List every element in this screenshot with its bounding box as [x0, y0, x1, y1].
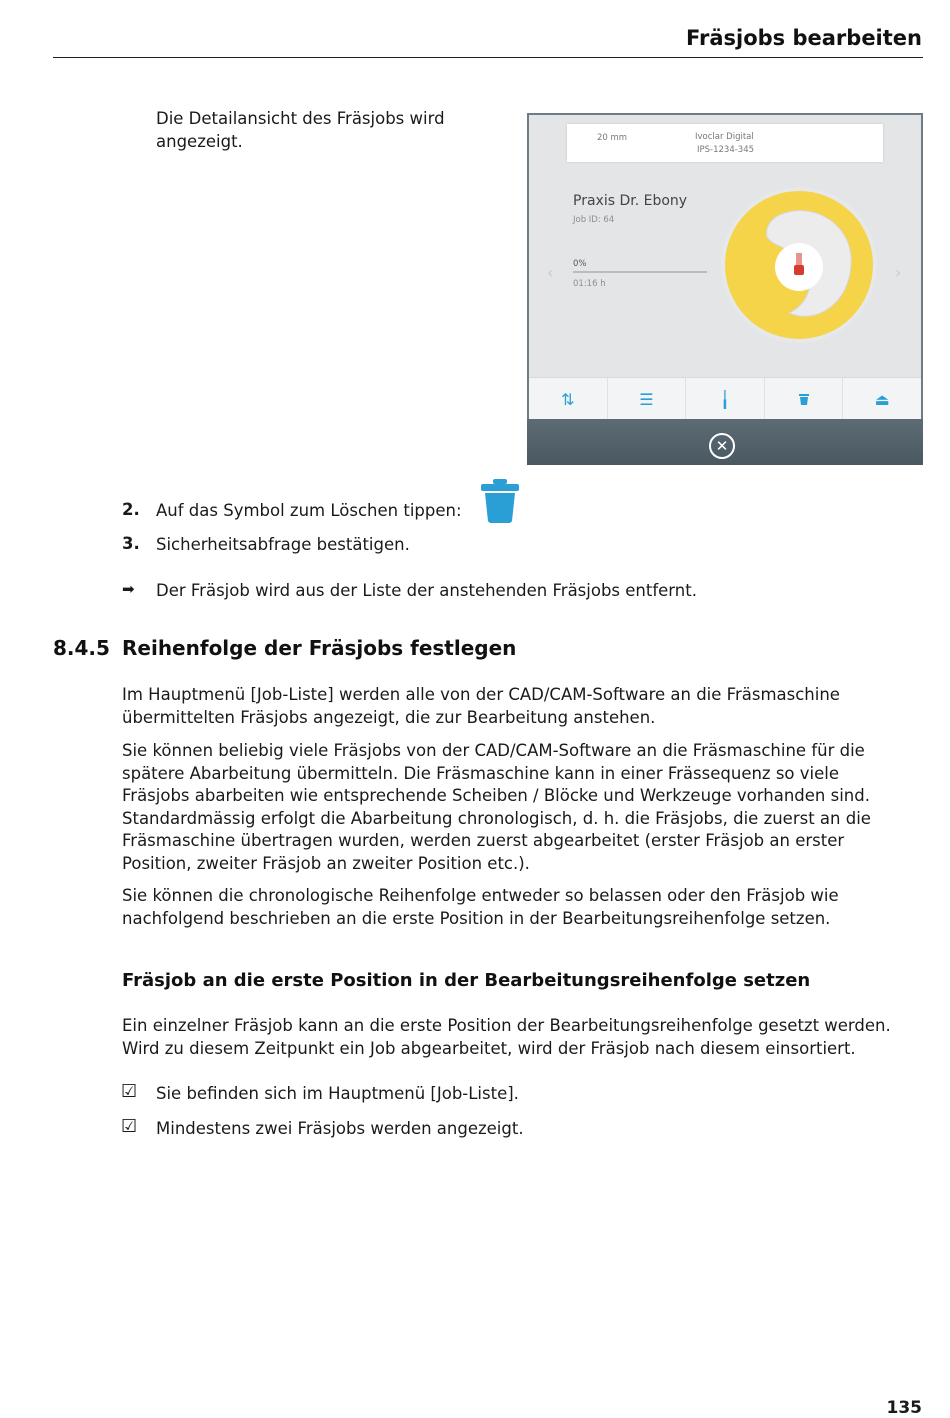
device-screenshot [527, 113, 923, 465]
section-title: Reihenfolge der Fräsjobs festlegen [122, 636, 517, 660]
subsection-title: Fräsjob an die erste Position in der Bearbeitungsreihenfolge setzen [122, 970, 811, 991]
material-vendor: Ivoclar Digital [695, 132, 754, 142]
checkbox-icon: ☑ [121, 1116, 138, 1137]
eject-icon[interactable]: ⏏ [874, 389, 890, 409]
close-icon[interactable]: ✕ [709, 433, 735, 459]
paragraph-line: übermittelten Fräsjobs angezeigt, die zur Bearbeitung anstehen. [122, 707, 656, 727]
checkbox-icon: ☑ [121, 1081, 138, 1102]
rearrange-icon[interactable]: ⇅ [529, 378, 608, 420]
job-id: Job ID: 64 [573, 215, 615, 225]
paragraph-line: Standardmässig erfolgt die Abarbeitung chronologisch, d. h. die Fräsjobs, die zuerst an die [122, 808, 871, 828]
section-number: 8.4.5 [53, 636, 110, 660]
step-number: 3. [122, 534, 140, 553]
step-text: Sicherheitsabfrage bestätigen. [156, 535, 410, 554]
trash-glyph [798, 392, 810, 406]
paragraph [122, 885, 839, 930]
job-detail-panel [529, 115, 921, 419]
paragraph-line: nachfolgend beschrieben an die erste Position in der Bearbeitungsreihenfolge setzen. [122, 908, 831, 928]
paragraph-line: Sie können die chronologische Reihenfolge entweder so belassen oder den Fräsjob wie [122, 886, 839, 905]
paragraph [122, 684, 840, 729]
move-to-first-icon[interactable]: ☰ [608, 378, 687, 420]
job-time: 01:16 h [573, 279, 606, 289]
result-arrow-icon: ➡ [122, 580, 135, 598]
paragraph-line: Sie können beliebig viele Fräsjobs von der CAD/CAM-Software an die Fräsmaschine für die [122, 741, 865, 760]
paragraph-line: Position, zweiter Fräsjob an zweiter Position etc.). [122, 853, 530, 873]
prerequisite-text: Sie befinden sich im Hauptmenü [Job-Liste]. [156, 1084, 519, 1103]
material-size: 20 mm [597, 133, 628, 143]
tool-icon [794, 265, 804, 275]
paragraph-line: Wird zu diesem Zeitpunkt ein Job abgearbeitet, wird der Fräsjob nach diesem einsortiert. [122, 1038, 856, 1058]
intro-line: Die Detailansicht des Fräsjobs wird [156, 109, 445, 128]
material-product: IPS-1234-345 [697, 145, 755, 155]
practice-name: Praxis Dr. Ebony [573, 193, 688, 209]
trash-icon [481, 479, 519, 523]
paragraph [122, 1015, 891, 1060]
blank-graphic [719, 185, 879, 345]
paragraph-line: Ein einzelner Fräsjob kann an die erste Position der Bearbeitungsreihenfolge gesetzt werden. [122, 1016, 891, 1035]
paragraph-line: Fräsjobs abarbeiten wie entsprechende Scheiben / Blöcke und Werkzeuge vorhanden sind. [122, 786, 870, 805]
chevron-right-icon[interactable]: › [895, 263, 902, 282]
paragraph-line: spätere Abarbeitung übermitteln. Die Fräsmaschine kann in einer Frässequenz so viele [122, 763, 840, 783]
trash-icon[interactable] [765, 378, 844, 420]
intro-line: angezeigt. [156, 131, 243, 151]
paragraph [122, 740, 871, 875]
step-number: 2. [122, 500, 140, 519]
prerequisite-text: Mindestens zwei Fräsjobs werden angezeigt. [156, 1119, 524, 1138]
progress-bar [573, 271, 707, 273]
chevron-left-icon[interactable]: ‹ [547, 263, 554, 282]
tool-shaft [796, 253, 802, 265]
page-number: 135 [886, 1398, 922, 1418]
result-text: Der Fräsjob wird aus der Liste der anstehenden Fräsjobs entfernt. [156, 581, 697, 600]
paragraph-line: Im Hauptmenü [Job-Liste] werden alle von der CAD/CAM-Software an die Fräsmaschine [122, 685, 840, 704]
step-text: Auf das Symbol zum Löschen tippen: [156, 501, 462, 520]
material-card [567, 124, 883, 162]
running-header-title: Fräsjobs bearbeiten [685, 26, 922, 50]
header-rule [53, 57, 923, 58]
paragraph-line: Fräsmaschine übertragen wurden, werden zuerst abgearbeitet (erster Fräsjob an erster [122, 831, 845, 850]
progress-percent: 0% [573, 259, 587, 269]
intro-text [156, 108, 445, 153]
tool-icon[interactable]: ╽ [686, 378, 765, 420]
action-bar [529, 377, 921, 420]
